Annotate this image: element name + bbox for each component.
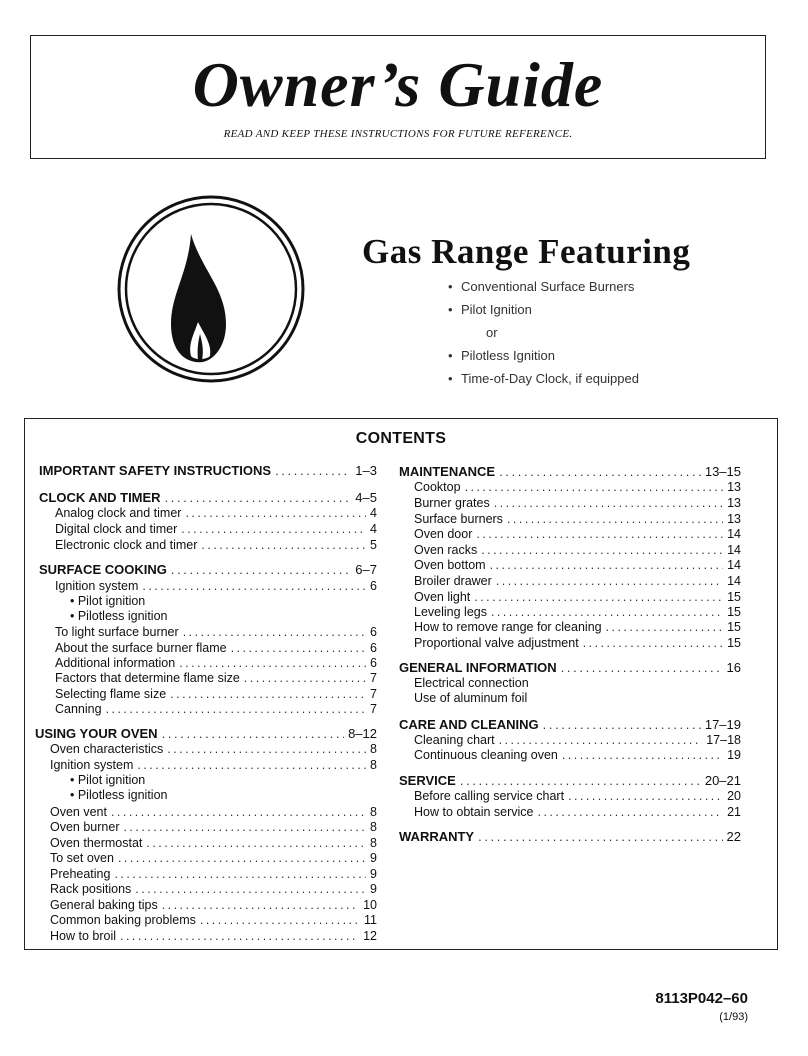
toc-leader-dots: [200, 913, 360, 928]
toc-label: Cooktop: [414, 480, 461, 494]
toc-entry: [50, 851, 377, 866]
toc-page-number: 12: [363, 929, 377, 943]
toc-label: Preheating: [50, 867, 111, 881]
toc-entry: [70, 609, 370, 624]
toc-section-heading: [39, 463, 377, 478]
toc-page-number: 15: [727, 590, 741, 604]
toc-page-number: 9: [370, 867, 377, 881]
toc-label: Oven burner: [50, 820, 120, 834]
toc-entry: [50, 913, 377, 928]
toc-page-number: 8: [370, 758, 377, 772]
toc-leader-dots: [123, 820, 366, 835]
toc-leader-dots: [181, 522, 366, 537]
toc-entry: [55, 702, 377, 717]
toc-label: WARRANTY: [399, 829, 475, 844]
toc-section-heading: [39, 490, 377, 505]
toc-label: Broiler drawer: [414, 574, 492, 588]
toc-entry: [414, 496, 741, 511]
toc-label: Additional information: [55, 656, 176, 670]
toc-label: Surface burners: [414, 512, 503, 526]
toc-page-number: 17–18: [706, 733, 741, 747]
toc-label: CLOCK AND TIMER: [39, 490, 161, 505]
toc-page-number: 14: [727, 527, 741, 541]
toc-section-heading: [39, 562, 377, 577]
toc-entry: [50, 882, 377, 897]
toc-entry: [55, 538, 377, 553]
toc-entry: [50, 805, 377, 820]
toc-entry: [50, 867, 377, 882]
toc-leader-dots: [583, 636, 723, 651]
toc-entry: [414, 789, 741, 804]
toc-section-heading: [399, 773, 741, 788]
document-date: (1/93): [719, 1011, 748, 1023]
toc-entry: [414, 574, 741, 589]
toc-leader-dots: [476, 527, 723, 542]
toc-page-number: 13: [727, 512, 741, 526]
toc-entry: [55, 641, 377, 656]
toc-page-number: 8: [370, 836, 377, 850]
guide-title: Owner’s Guide: [192, 49, 604, 120]
toc-label: IMPORTANT SAFETY INSTRUCTIONS: [39, 463, 272, 478]
toc-page-number: 1–3: [355, 463, 377, 478]
toc-leader-dots: [275, 463, 351, 478]
toc-entry: [414, 605, 741, 620]
toc-label: Canning: [55, 702, 102, 716]
toc-label: General baking tips: [50, 898, 158, 912]
toc-section-heading: [399, 829, 741, 844]
toc-page-number: 22: [726, 829, 741, 844]
toc-leader-dots: [568, 789, 723, 804]
toc-label: Burner grates: [414, 496, 490, 510]
toc-page-number: 14: [727, 574, 741, 588]
toc-page-number: 7: [370, 671, 377, 685]
toc-label: To light surface burner: [55, 625, 179, 639]
toc-leader-dots: [167, 742, 366, 757]
toc-label: How to remove range for cleaning: [414, 620, 602, 634]
toc-leader-dots: [606, 620, 723, 635]
toc-entry: [50, 758, 377, 773]
toc-label: Oven bottom: [414, 558, 486, 572]
toc-page-number: 16: [726, 660, 741, 675]
toc-entry: [414, 512, 741, 527]
toc-page-number: 6: [370, 656, 377, 670]
toc-label: SERVICE: [399, 773, 456, 788]
toc-page-number: 15: [727, 636, 741, 650]
toc-page-number: 7: [370, 687, 377, 701]
toc-entry: [414, 527, 741, 542]
toc-page-number: 6–7: [355, 562, 377, 577]
toc-leader-dots: [162, 898, 359, 913]
toc-entry: [414, 636, 741, 651]
toc-label: • Pilotless ignition: [70, 609, 168, 623]
toc-section-heading: [399, 660, 741, 675]
toc-entry: [55, 671, 377, 686]
toc-leader-dots: [114, 867, 366, 882]
toc-leader-dots: [474, 590, 723, 605]
toc-entry: [414, 480, 741, 495]
toc-label: Oven thermostat: [50, 836, 143, 850]
contents-box: [24, 418, 778, 950]
toc-entry: [50, 836, 377, 851]
toc-label: How to broil: [50, 929, 116, 943]
toc-page-number: 14: [727, 543, 741, 557]
toc-label: Analog clock and timer: [55, 506, 182, 520]
toc-label: CARE AND CLEANING: [399, 717, 539, 732]
toc-entry: [55, 522, 377, 537]
toc-leader-dots: [146, 836, 366, 851]
toc-page-number: 4: [370, 506, 377, 520]
toc-leader-dots: [162, 726, 345, 741]
toc-page-number: 6: [370, 579, 377, 593]
toc-page-number: 19: [727, 748, 741, 762]
toc-label: • Pilot ignition: [70, 594, 146, 608]
toc-leader-dots: [111, 805, 366, 820]
toc-entry: [50, 929, 377, 944]
toc-page-number: 8: [370, 820, 377, 834]
toc-label: Ignition system: [50, 758, 134, 772]
toc-page-number: 6: [370, 625, 377, 639]
toc-leader-dots: [496, 574, 723, 589]
toc-label: To set oven: [50, 851, 114, 865]
toc-page-number: 13: [727, 496, 741, 510]
toc-page-number: 9: [370, 882, 377, 896]
toc-label: Proportional valve adjustment: [414, 636, 579, 650]
toc-leader-dots: [135, 882, 366, 897]
toc-entry: [70, 594, 370, 609]
toc-label: Leveling legs: [414, 605, 487, 619]
toc-leader-dots: [244, 671, 366, 686]
toc-entry: [50, 898, 377, 913]
toc-page-number: 6: [370, 641, 377, 655]
toc-entry: [414, 733, 741, 748]
toc-page-number: 13: [727, 480, 741, 494]
toc-entry: [414, 748, 741, 763]
toc-label: Ignition system: [55, 579, 139, 593]
toc-leader-dots: [165, 490, 352, 505]
toc-leader-dots: [507, 512, 723, 527]
toc-leader-dots: [562, 748, 723, 763]
toc-entry: [414, 691, 714, 706]
toc-entry: [70, 788, 370, 803]
toc-leader-dots: [142, 579, 366, 594]
toc-page-number: 20–21: [704, 773, 741, 788]
toc-page-number: 15: [727, 620, 741, 634]
toc-label: Cleaning chart: [414, 733, 495, 747]
toc-page-number: 15: [727, 605, 741, 619]
toc-page-number: 8: [370, 742, 377, 756]
toc-section-heading: [399, 717, 741, 732]
toc-label: Electrical connection: [414, 676, 529, 690]
toc-label: Before calling service chart: [414, 789, 565, 803]
toc-entry: [50, 742, 377, 757]
toc-leader-dots: [478, 829, 722, 844]
toc-leader-dots: [171, 562, 351, 577]
toc-page-number: 8: [370, 805, 377, 819]
toc-entry: [70, 773, 370, 788]
toc-page-number: 10: [363, 898, 377, 912]
toc-page-number: 7: [370, 702, 377, 716]
toc-label: Common baking problems: [50, 913, 196, 927]
toc-label: MAINTENANCE: [399, 464, 496, 479]
toc-page-number: 20: [727, 789, 741, 803]
guide-subtitle: READ AND KEEP THESE INSTRUCTIONS FOR FUTURE REFERENCE.: [223, 128, 573, 140]
toc-page-number: 11: [364, 913, 377, 927]
toc-label: Oven characteristics: [50, 742, 164, 756]
toc-entry: [55, 687, 377, 702]
toc-page-number: 4: [370, 522, 377, 536]
toc-entry: [414, 805, 741, 820]
toc-entry: [55, 656, 377, 671]
toc-leader-dots: [183, 625, 366, 640]
toc-label: Digital clock and timer: [55, 522, 178, 536]
toc-leader-dots: [494, 496, 723, 511]
contents-title: CONTENTS: [355, 430, 447, 447]
toc-page-number: 17–19: [704, 717, 741, 732]
toc-label: Rack positions: [50, 882, 132, 896]
toc-entry: [414, 620, 741, 635]
toc-leader-dots: [170, 687, 366, 702]
toc-label: Use of aluminum foil: [414, 691, 528, 705]
toc-leader-dots: [561, 660, 723, 675]
toc-entry: [55, 506, 377, 521]
toc-leader-dots: [231, 641, 366, 656]
toc-leader-dots: [465, 480, 724, 495]
toc-leader-dots: [538, 805, 724, 820]
toc-leader-dots: [543, 717, 701, 732]
toc-label: • Pilotless ignition: [70, 788, 168, 802]
toc-label: Oven door: [414, 527, 473, 541]
toc-label: Continuous cleaning oven: [414, 748, 558, 762]
toc-label: USING YOUR OVEN: [35, 726, 158, 741]
toc-leader-dots: [499, 464, 701, 479]
toc-leader-dots: [491, 605, 723, 620]
toc-leader-dots: [137, 758, 366, 773]
toc-label: SURFACE COOKING: [39, 562, 167, 577]
toc-leader-dots: [120, 929, 359, 944]
toc-page-number: 21: [727, 805, 741, 819]
flame-icon: [116, 194, 306, 384]
toc-leader-dots: [179, 656, 366, 671]
toc-entry: [414, 543, 741, 558]
toc-leader-dots: [460, 773, 701, 788]
toc-section-heading: [35, 726, 377, 741]
toc-page-number: 4–5: [355, 490, 377, 505]
toc-section-heading: [399, 464, 741, 479]
toc-page-number: 13–15: [704, 464, 741, 479]
toc-entry: [55, 625, 377, 640]
toc-label: Oven vent: [50, 805, 107, 819]
feature-title: Gas Range Featuring: [362, 232, 691, 271]
toc-label: How to obtain service: [414, 805, 534, 819]
toc-label: About the surface burner flame: [55, 641, 227, 655]
toc-label: GENERAL INFORMATION: [399, 660, 557, 675]
toc-leader-dots: [106, 702, 366, 717]
toc-leader-dots: [118, 851, 366, 866]
toc-leader-dots: [185, 506, 366, 521]
toc-label: Electronic clock and timer: [55, 538, 198, 552]
toc-leader-dots: [490, 558, 724, 573]
title-box: [30, 35, 766, 159]
toc-label: Oven light: [414, 590, 471, 604]
toc-leader-dots: [481, 543, 723, 558]
toc-page-number: 5: [370, 538, 377, 552]
document-code: 8113P042–60: [655, 990, 748, 1007]
toc-entry: [414, 558, 741, 573]
toc-entry: [414, 676, 714, 691]
toc-label: Factors that determine flame size: [55, 671, 240, 685]
toc-entry: [55, 579, 377, 594]
toc-entry: [414, 590, 741, 605]
toc-page-number: 8–12: [348, 726, 377, 741]
toc-page-number: 14: [727, 558, 741, 572]
toc-page-number: 9: [370, 851, 377, 865]
toc-label: • Pilot ignition: [70, 773, 146, 787]
toc-label: Selecting flame size: [55, 687, 167, 701]
toc-leader-dots: [201, 538, 366, 553]
toc-label: Oven racks: [414, 543, 478, 557]
toc-leader-dots: [499, 733, 703, 748]
toc-entry: [50, 820, 377, 835]
